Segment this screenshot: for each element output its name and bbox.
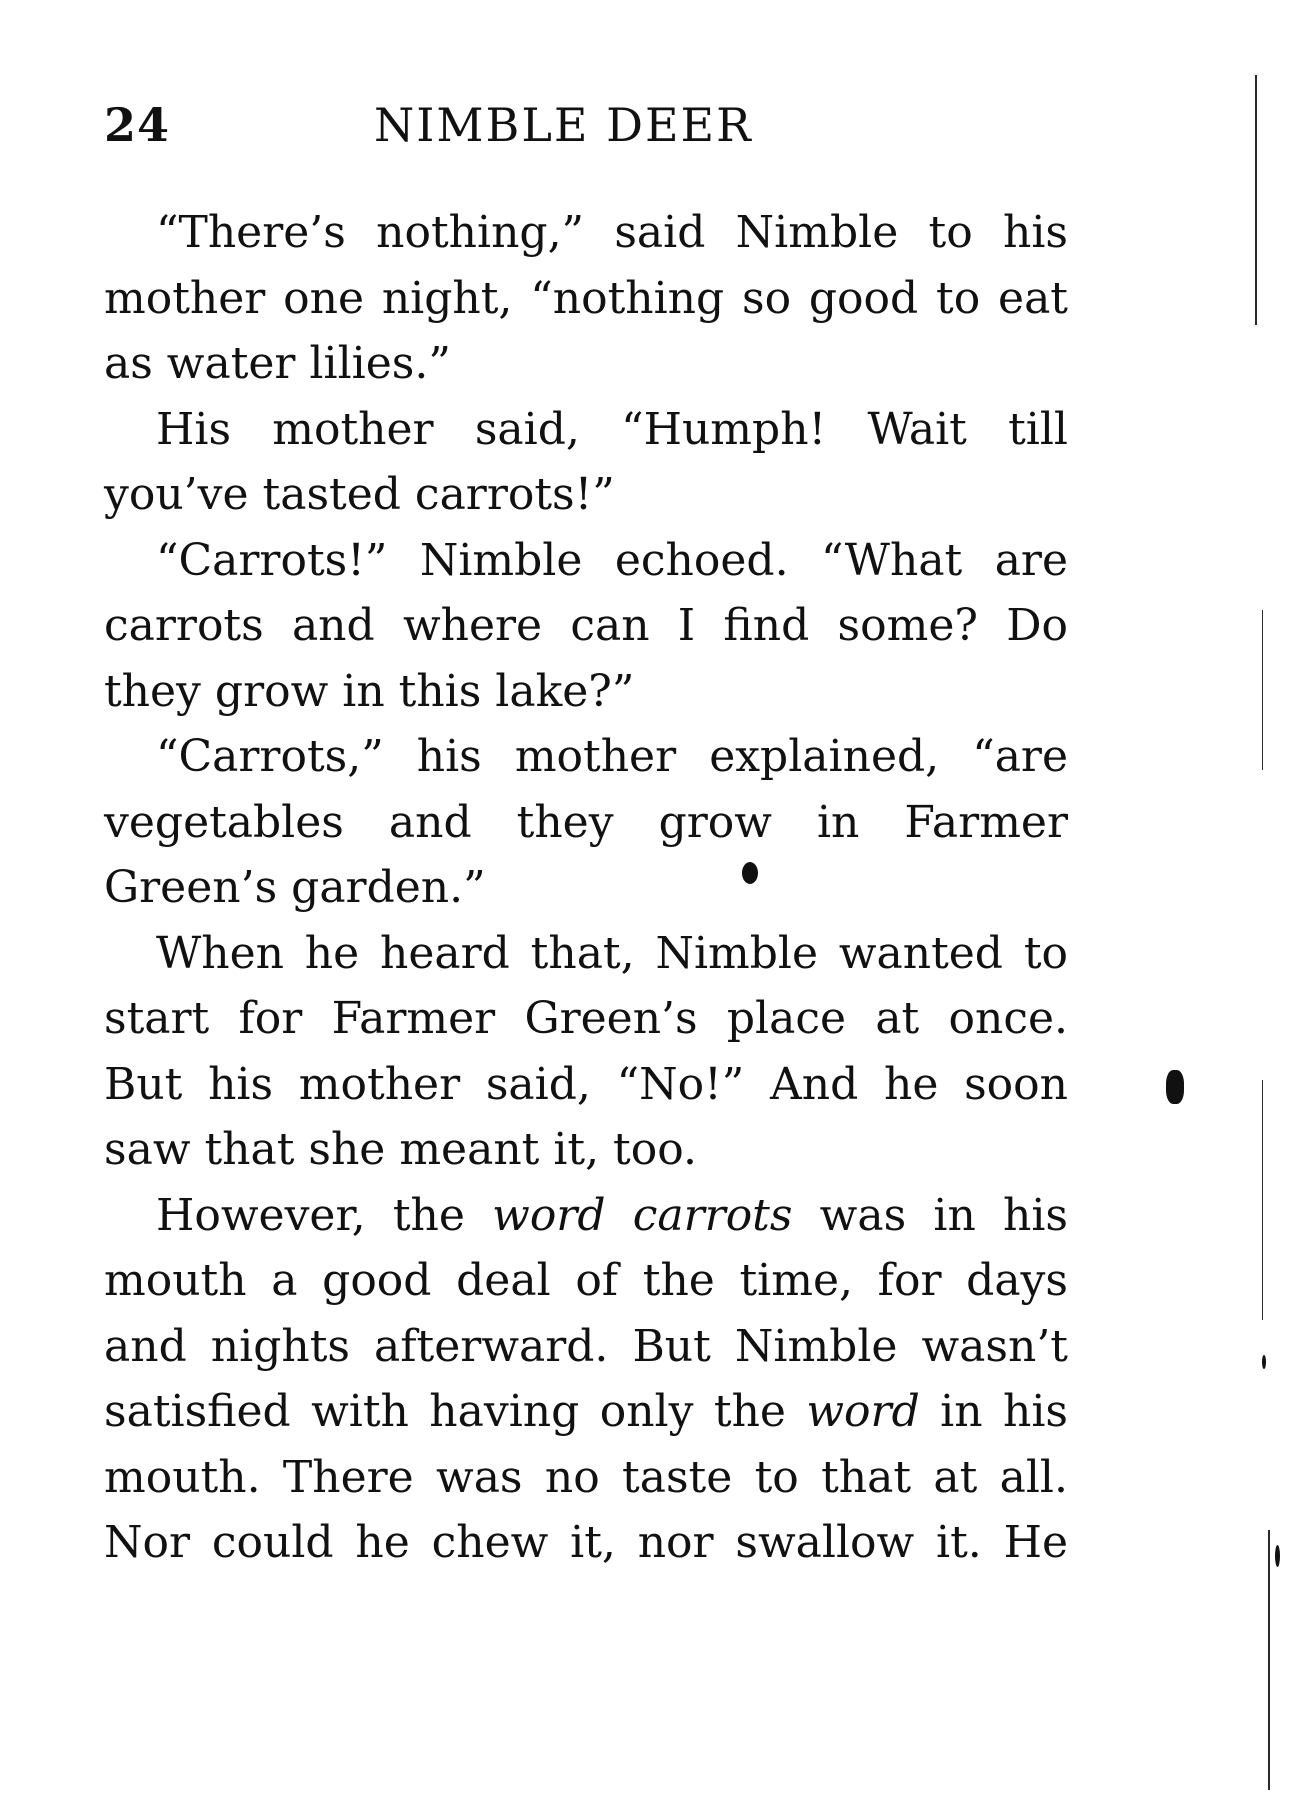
ink-speck xyxy=(742,862,758,884)
text-line: When he heard that, Nimble wanted to xyxy=(156,927,1068,979)
binding-edge-line xyxy=(1262,1080,1263,1320)
running-title: NIMBLE DEER xyxy=(374,98,753,152)
text-line: carrots and where can I find some? Do xyxy=(104,600,1068,651)
text-line: “Carrots,” his mother explained, “are xyxy=(156,731,1068,782)
text-line: and nights afterward. But Nimble wasn’t xyxy=(104,1320,1068,1372)
paragraph-1 xyxy=(104,200,1068,397)
paragraph-3 xyxy=(104,528,1068,725)
text-line: start for Farmer Green’s place at once. xyxy=(104,993,1068,1044)
text-line: “Carrots!” Nimble echoed. “What are xyxy=(156,534,1068,586)
text-line: vegetables and they grow in Farmer xyxy=(104,796,1068,848)
text-line: you’ve tasted carrots!” xyxy=(104,469,615,520)
binding-edge-line xyxy=(1262,610,1263,770)
text-line: “There’s nothing,” said Nimble to his xyxy=(156,207,1068,258)
body-text xyxy=(104,200,1068,1576)
text-line: But his mother said, “No!” And he soon xyxy=(104,1058,1068,1110)
text-line: they grow in this lake?” xyxy=(104,665,635,717)
text-line: However, the word carrots was in his xyxy=(156,1189,1068,1241)
text-line: saw that she meant it, too. xyxy=(104,1124,697,1175)
ink-speck xyxy=(1262,1355,1266,1369)
text-line: as water lilies.” xyxy=(104,338,451,389)
binding-edge-line xyxy=(1255,75,1257,325)
page-number: 24 xyxy=(104,98,171,152)
running-head xyxy=(104,98,1064,162)
paragraph-2 xyxy=(104,397,1068,528)
text-line: Green’s garden.” xyxy=(104,862,486,913)
text-line: mouth. There was no taste to that at all. xyxy=(104,1451,1068,1503)
text-line: His mother said, “Humph! Wait till xyxy=(156,403,1068,455)
ink-speck xyxy=(1166,1070,1184,1104)
paragraph-5 xyxy=(104,921,1068,1183)
text-line: mouth a good deal of the time, for days xyxy=(104,1255,1068,1306)
paragraph-4 xyxy=(104,724,1068,921)
text-line: mother one night, “nothing so good to eat xyxy=(104,272,1068,324)
binding-edge-line xyxy=(1268,1530,1270,1790)
ink-speck xyxy=(1275,1545,1280,1567)
paragraph-6 xyxy=(104,1183,1068,1576)
text-line: satisfied with having only the word in his xyxy=(104,1386,1068,1437)
text-line: Nor could he chew it, nor swallow it. He xyxy=(104,1517,1068,1568)
